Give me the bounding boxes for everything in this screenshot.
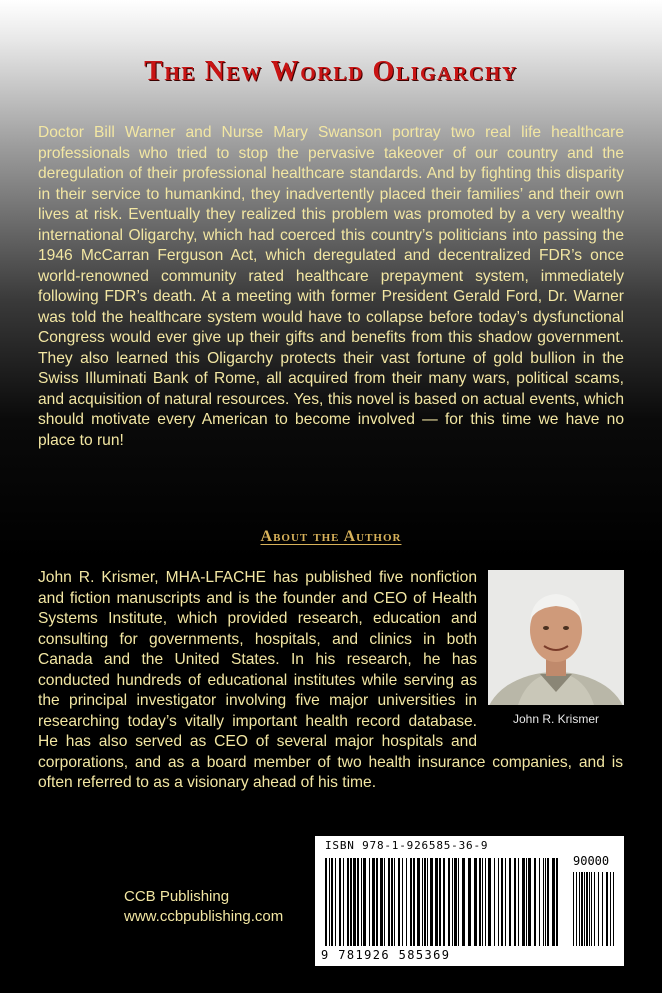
about-author-heading: About the Author — [260, 528, 402, 545]
author-photo — [488, 570, 624, 705]
isbn-label: ISBN 978-1-926585-36-9 — [325, 839, 489, 852]
barcode-bars — [323, 852, 618, 948]
publisher-block — [124, 887, 283, 927]
book-blurb: Doctor Bill Warner and Nurse Mary Swanson portray two real life healthcare professionals who tried to stop the pervasive takeover of our country and the deregulation of their professional healthcare standards. And by fighting this disparity in their service to humankind, they inadvertently placed their families’ and their own lives at risk. Eventually they realized this problem was promoted by a very wealthy international Oligarchy, which had coerced this country’s politicians into passing the 1946 McCarran Ferguson Act, which deregulated and decentralized FDR’s once world-renowned community rated healthcare prepayment system, immediately following FDR’s death. At a meeting with former President Gerald Ford, Dr. Warner was told the healthcare system would have to collapse before today’s dysfunctional Congress would ever give up their gifts and benefits from this shadow government. They also learned this Oligarchy protects their vast fortune of gold bullion in the Swiss Illuminati Bank of Rome, all acquired from their many wars, political scams, and acquisition of natural resources. Yes, this novel is based on actual events, which should motivate every American to become involved — for this time we have no place to run! — [38, 124, 624, 449]
barcode-digits: 9 781926 585369 — [321, 948, 451, 962]
publisher-name: CCB Publishing — [124, 888, 230, 905]
about-author-text: John R. Krismer, MHA-LFACHE has published five nonfiction and fiction manuscripts and is the founder and CEO of Health Systems Institute, which provided research, education and consulting for governments, hospitals, and clinics in both Canada and the United States. In his research, he has conducted hundreds of educational institutes while serving as the principal investigator involving five major universities in researching today’s vitally important health record database. He has also served as CEO of several major hospitals and corporations, and as a board member of two health insurance companies, and is often referred to as a visionary ahead of his time. — [38, 569, 623, 791]
author-photo-caption: John R. Krismer — [512, 712, 600, 726]
book-title: The New World Oligarchy — [144, 56, 518, 87]
publisher-url: www.ccbpublishing.com — [124, 908, 284, 925]
isbn-barcode — [315, 836, 624, 966]
price-code: 90000 — [573, 854, 610, 868]
author-portrait-image — [488, 570, 624, 705]
